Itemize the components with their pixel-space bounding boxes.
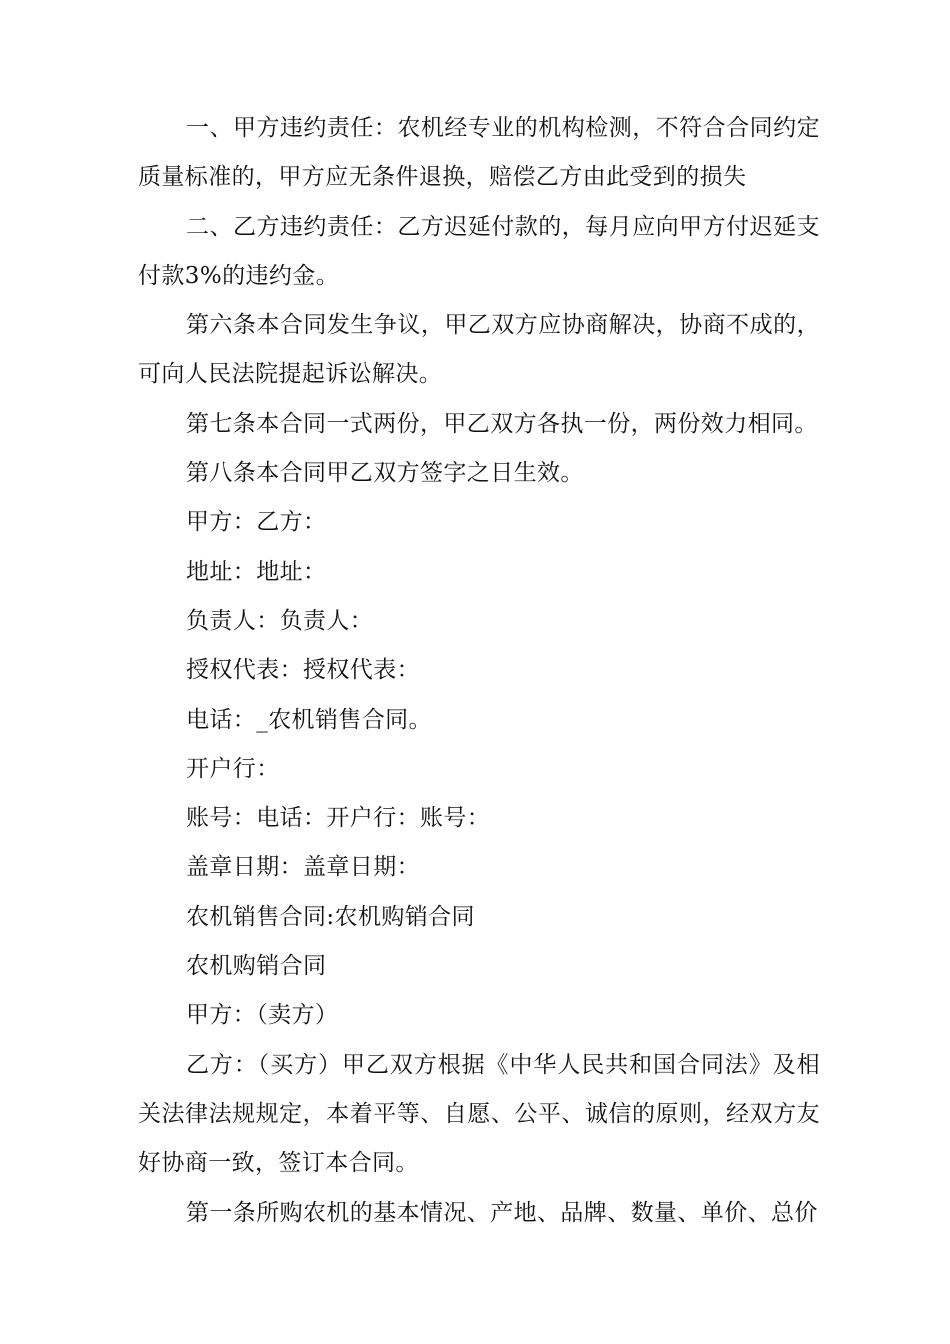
signature-authorized-rep: 授权代表：授权代表： (186, 657, 420, 684)
party-b-buyer-preamble: 乙方：（买方）甲乙双方根据《中华人民共和国合同法》及相关法律法规规定，本着平等、自愿、公平、诚信的原则，经双方友好协商一致，签订本合同。 (138, 1051, 820, 1177)
signature-responsible-person: 负责人：负责人： (186, 607, 374, 634)
signature-phone: 电话：_农机销售合同。 (186, 706, 432, 733)
paragraph-party-a-liability: 一、甲方违约责任：农机经专业的机构检测，不符合合同约定质量标准的，甲方应无条件退换，赔偿乙方由此受到的损失 (138, 115, 820, 191)
signature-parties: 甲方：乙方： (186, 509, 327, 536)
paragraph-article-6: 第六条本合同发生争议，甲乙双方应协商解决，协商不成的，可向人民法院提起诉讼解决。 (138, 312, 820, 388)
document-body (138, 104, 820, 1238)
paragraph-article-1: 第一条所购农机的基本情况、产地、品牌、数量、单价、总价 (186, 1199, 818, 1226)
section-heading-sales-contract: 农机销售合同:农机购销合同 (186, 903, 475, 930)
signature-bank: 开户行： (186, 755, 280, 782)
signature-address: 地址：地址： (186, 558, 327, 585)
signature-account: 账号：电话：开户行：账号： (186, 805, 491, 832)
paragraph-article-8: 第八条本合同甲乙双方签字之日生效。 (186, 460, 584, 487)
paragraph-article-7: 第七条本合同一式两份，甲乙双方各执一份，两份效力相同。 (186, 410, 818, 437)
contract-title: 农机购销合同 (186, 953, 327, 980)
party-a-seller: 甲方：（卖方） (186, 1002, 339, 1029)
paragraph-party-b-liability: 二、乙方违约责任：乙方迟延付款的，每月应向甲方付迟延支付款3%的违约金。 (138, 213, 820, 289)
signature-seal-date: 盖章日期：盖章日期： (186, 854, 420, 881)
